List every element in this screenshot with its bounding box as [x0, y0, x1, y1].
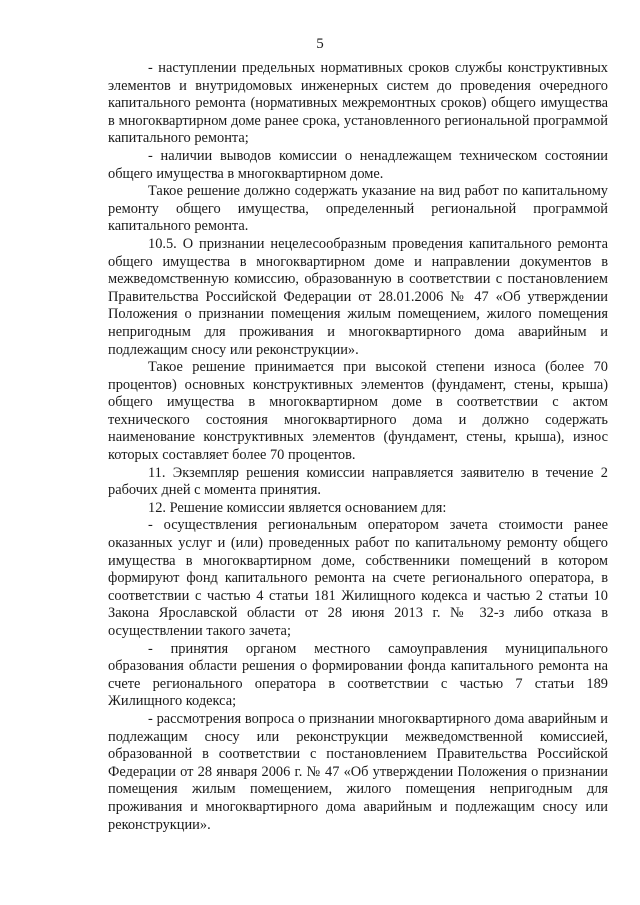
paragraph-work-type-requirement: Такое решение должно содержать указание на вид работ по капитальному ремонту общего имущества, определенный региональной программой капитального ремонта.	[108, 183, 608, 235]
paragraph-clause-11: 11. Экземпляр решения комиссии направляется заявителю в течение 2 рабочих дней с момента принятия.	[108, 464, 608, 499]
paragraph-high-wear-condition: Такое решение принимается при высокой степени износа (более 70 процентов) основных конструктивных элементов (фундамент, стены, крыша) общего имущества в многоквартирном доме в соответствии с актом технического состояния многоквартирного дома и должно содержать наименование конструктивных элементов (фундамент, стены, крыша), износ которых составляет более 70 процентов.	[108, 359, 608, 464]
paragraph-offset-payments: - осуществления региональным оператором зачета стоимости ранее оказанных услуг и (или) проведенных работ по капитальному ремонту общего имущества в многоквартирном доме, собственники помещений в котором формируют фонд капитального ремонта на счете регионального оператора, в соответствии с частью 4 статьи 181 Жилищного кодекса и частью 2 статьи 10 Закона Ярославской области от 28 июня 2013 г. № 32-з либо отказа в осуществлении такого зачета;	[108, 517, 608, 639]
paragraph-municipal-decision: - принятия органом местного самоуправления муниципального образования области решения о формировании фонда капитального ремонта на счете регионального оператора в соответствии с частью 7 статьи 189 Жилищного кодекса;	[108, 640, 608, 710]
paragraph-deadline-expiry: - наступлении предельных нормативных сроков службы конструктивных элементов и внутридомовых инженерных систем до проведения очередного капитального ремонта (нормативных межремонтных сроков) общего имущества в многоквартирном доме ранее срока, установленного региональной программой капитального ремонта;	[108, 60, 608, 147]
paragraph-emergency-review: - рассмотрения вопроса о признании многоквартирного дома аварийным и подлежащим сносу или реконструкции межведомственной комиссией, образованной в соответствии с постановлением Правительства Российской Федерации от 28 января 2006 г. № 47 «Об утверждении Положения о признании помещения жилым помещением, жилого помещения непригодным для проживания и многоквартирного дома аварийным и подлежащим сносу или реконструкции».	[108, 710, 608, 833]
paragraph-clause-10-5: 10.5. О признании нецелесообразным проведения капитального ремонта общего имущества в многоквартирном доме и направлении документов в межведомственную комиссию, образованную в соответствии с постановлением Правительства Российской Федерации от 28.01.2006 № 47 «Об утверждении Положения о признании помещения жилым помещением, жилого помещения непригодным для проживания и многоквартирного дома аварийным и подлежащим сносу или реконструкции».	[108, 235, 608, 358]
document-body	[108, 60, 608, 834]
paragraph-commission-findings: - наличии выводов комиссии о ненадлежащем техническом состоянии общего имущества в многоквартирном доме.	[108, 147, 608, 182]
paragraph-clause-12: 12. Решение комиссии является основанием для:	[148, 499, 447, 516]
page-number: 5	[316, 36, 324, 52]
